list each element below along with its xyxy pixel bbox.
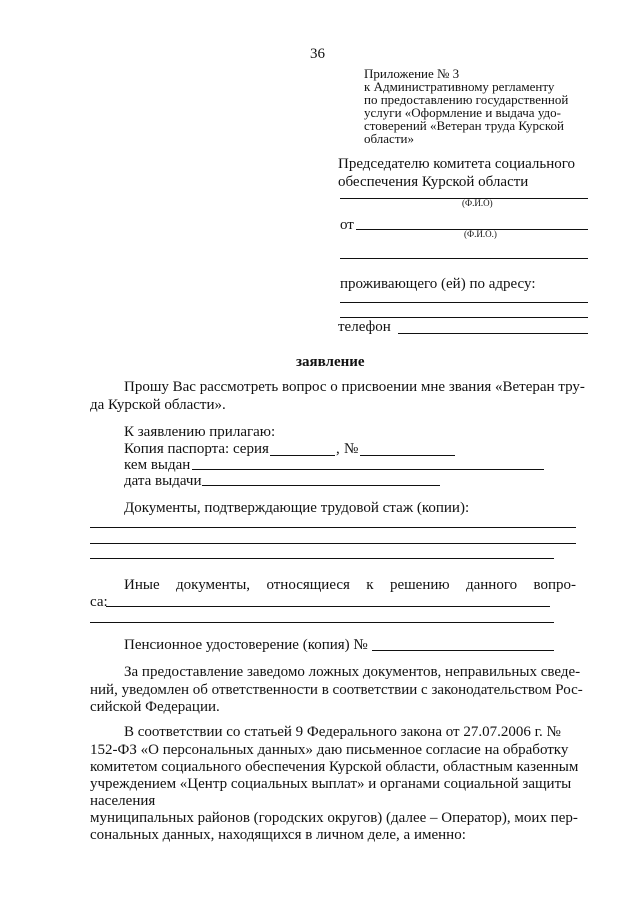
appendix-line: области» — [364, 131, 414, 146]
other-docs-word: данного — [465, 577, 518, 593]
work-docs-line[interactable] — [90, 527, 576, 528]
blank-line[interactable] — [340, 258, 588, 259]
consent-line: учреждением «Центр социальных выплат» и органами социальной защиты — [90, 776, 572, 792]
residing-label: проживающего (ей) по адресу: — [340, 276, 536, 292]
request-line: Прошу Вас рассмотреть вопрос о присвоении мне звания «Ветеран тру- — [124, 379, 585, 395]
other-docs-word: решению — [389, 577, 450, 593]
appendix-line: к Административному регламенту — [364, 79, 555, 94]
other-docs-word: вопро- — [533, 577, 576, 593]
liability-line: ний, уведомлен об ответственности в соответствии с законодательством Рос- — [90, 682, 583, 698]
consent-line: В соответствии со статьей 9 Федерального закона от 27.07.2006 г. № — [124, 724, 561, 740]
work-docs-label: Документы, подтверждающие трудовой стаж (копии): — [124, 500, 470, 516]
liability-line: сийской Федерации. — [90, 699, 220, 715]
work-docs-line[interactable] — [90, 558, 554, 559]
consent-line: населения — [90, 793, 156, 809]
issued-by-line[interactable] — [192, 469, 544, 470]
other-docs-word: документы, — [175, 577, 251, 593]
pension-number-line[interactable] — [372, 650, 554, 651]
appendix-line: стоверений «Ветеран труда Курской — [364, 118, 564, 133]
other-docs-word: Иные — [124, 577, 160, 593]
addressee-line: Председателю комитета социального — [338, 156, 576, 172]
other-docs-word: к — [366, 577, 374, 593]
other-docs-prefix: са: — [90, 594, 108, 610]
passport-number-label: № — [344, 441, 359, 457]
fio-hint: (Ф.И.О) — [462, 198, 493, 208]
other-docs-line — [124, 576, 576, 594]
address-line[interactable] — [340, 302, 588, 303]
attachments-intro: К заявлению прилагаю: — [124, 424, 276, 440]
issue-date-label: дата выдачи — [124, 473, 202, 489]
other-docs-line-input[interactable] — [90, 622, 554, 623]
consent-line: комитетом социального обеспечения Курской области, областным казенным — [90, 759, 579, 775]
fio-hint: (Ф.И.О.) — [464, 229, 497, 239]
appendix-line: по предоставлению государственной — [364, 92, 569, 107]
from-label: от — [340, 217, 354, 233]
issue-date-line[interactable] — [202, 485, 440, 486]
passport-series-line[interactable] — [270, 455, 335, 456]
consent-line: 152-ФЗ «О персональных данных» даю письменное согласие на обработку — [90, 742, 569, 758]
passport-series-label: Копия паспорта: серия — [124, 441, 269, 457]
other-docs-word: относящиеся — [266, 577, 350, 593]
phone-line[interactable] — [398, 333, 588, 334]
document-title: заявление — [296, 354, 365, 370]
passport-separator: , — [336, 441, 340, 457]
consent-line: муниципальных районов (городских округов) (далее – Оператор), моих пер- — [90, 810, 578, 826]
appendix-line: услуги «Оформление и выдача удо- — [364, 105, 561, 120]
work-docs-line[interactable] — [90, 543, 576, 544]
issued-by-label: кем выдан — [124, 457, 191, 473]
phone-label: телефон — [338, 319, 391, 335]
page-number: 36 — [310, 46, 325, 62]
liability-line: За предоставление заведомо ложных документов, неправильных сведе- — [124, 664, 581, 680]
other-docs-line-input[interactable] — [106, 606, 550, 607]
request-line: да Курской области». — [90, 397, 226, 413]
passport-number-line[interactable] — [360, 455, 455, 456]
addressee-line: обеспечения Курской области — [338, 174, 529, 190]
appendix-line: Приложение № 3 — [364, 66, 460, 81]
consent-line: сональных данных, находящихся в личном деле, а именно: — [90, 827, 466, 843]
pension-label: Пенсионное удостоверение (копия) № — [124, 637, 368, 653]
